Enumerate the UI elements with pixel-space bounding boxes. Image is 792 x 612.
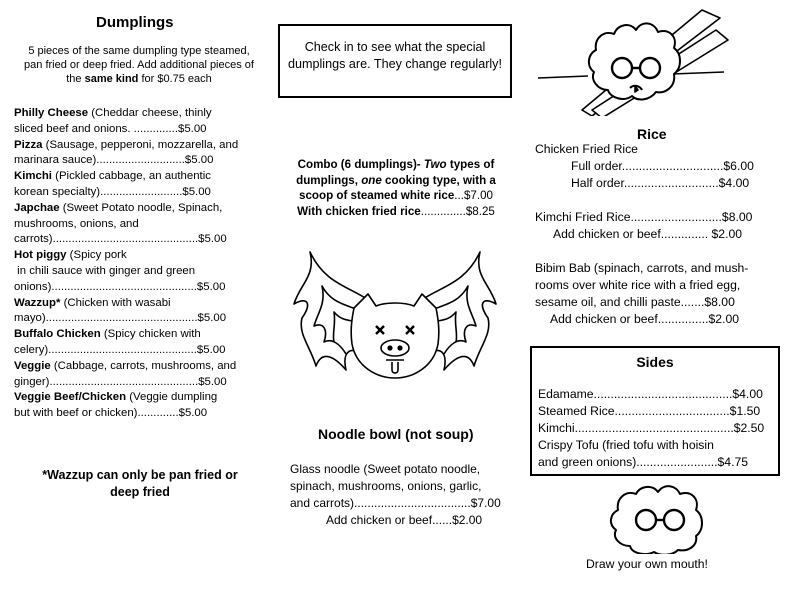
dumpling-veggie-beef-price: but with beef or chicken).............$5.00 <box>14 407 208 420</box>
item-desc: (Sweet Potato noodle, Spinach, <box>59 201 223 214</box>
combo-line-2 <box>282 173 510 189</box>
item-desc: (Sausage, pepperoni, mozzarella, and <box>42 138 239 151</box>
rice-bibimbab-line-2: rooms over white rice with a fried egg, <box>535 278 741 292</box>
side-steamed-rice: Steamed Rice..................................$1.50 <box>538 404 761 418</box>
item-name: Pizza <box>14 138 43 151</box>
combo-l3-price: ...$7.00 <box>454 189 493 202</box>
dumpling-veggie-beef <box>14 390 269 406</box>
item-desc: (Chicken with wasabi <box>60 296 171 309</box>
rice-bibimbab-add: Add chicken or beef...............$2.00 <box>550 312 740 326</box>
combo-l4: With chicken fried rice <box>297 204 421 218</box>
combo-l3: scoop of steamed white rice <box>299 189 455 202</box>
combo-l1-rest: types of <box>446 158 495 171</box>
footnote-line-2: deep fried <box>110 485 170 499</box>
item-desc: (Cheddar cheese, thinly <box>88 107 212 119</box>
combo-line-3 <box>282 188 510 204</box>
dumpling-kimchi-price: korean specialty)..........................$5.00 <box>14 185 211 198</box>
side-edamame: Edamame.........................................$4.00 <box>538 387 763 401</box>
combo-line-1 <box>282 157 510 173</box>
dumpling-philly <box>14 106 269 122</box>
item-name: Veggie <box>14 359 51 372</box>
dumplings-title: Dumplings <box>96 14 174 31</box>
item-desc: (Spicy chicken with <box>100 328 201 341</box>
item-name: Veggie Beef/Chicken <box>14 391 127 404</box>
rice-cfr: Chicken Fried Rice <box>535 142 638 156</box>
item-desc: (Spicy pork <box>66 249 127 262</box>
dumpling-veggie <box>14 359 269 375</box>
dumpling-japchae-line2: mushrooms, onions, and <box>14 217 139 230</box>
item-name: Japchae <box>14 201 60 214</box>
dumpling-philly-price: sliced beef and onions. ..............$5.00 <box>14 122 207 135</box>
item-name: Philly Cheese <box>14 107 89 119</box>
item-name: Kimchi <box>14 170 52 183</box>
combo-l1-italic: Two <box>423 158 447 171</box>
dumpling-mascot-illustration <box>534 6 734 116</box>
draw-caption: Draw your own mouth! <box>586 557 708 571</box>
pig-head-icon <box>351 294 439 378</box>
side-kimchi: Kimchi...............................................$2.50 <box>538 421 765 435</box>
rice-title: Rice <box>637 126 667 142</box>
special-box <box>278 24 512 98</box>
item-name: Hot piggy <box>14 249 67 262</box>
special-line-1: Check in to see what the special <box>304 40 486 54</box>
intro-bold: same kind <box>84 73 139 85</box>
rice-half-order: Half order............................$4.00 <box>571 176 750 190</box>
dumpling-buffalo <box>14 327 269 343</box>
side-crispy-tofu: Crispy Tofu (fried tofu with hoisin <box>538 438 714 452</box>
rice-bibimbab-line-1: Bibim Bab (spinach, carrots, and mush- <box>535 261 749 275</box>
combo-l1: Combo (6 dumplings)- <box>297 158 424 171</box>
dumpling-pizza-price: marinara sauce)............................$5.00 <box>14 154 214 167</box>
combo-line-4 <box>282 204 510 220</box>
noodle-line-2: spinach, mushrooms, onions, garlic, <box>290 479 482 493</box>
sides-list <box>538 386 774 471</box>
item-desc: (Cabbage, carrots, mushrooms, and <box>50 359 237 372</box>
noodle-line-4: Add chicken or beef......$2.00 <box>326 513 483 527</box>
rice-full-order: Full order..............................$6.00 <box>571 159 754 173</box>
dumpling-kimchi <box>14 169 269 185</box>
dumpling-wazzup <box>14 296 269 312</box>
blank-dumpling-illustration <box>604 484 714 554</box>
combo-l2a: dumplings, <box>296 173 362 187</box>
noodle-block <box>290 461 510 529</box>
rice-block <box>535 141 775 328</box>
noodle-title: Noodle bowl (not soup) <box>318 426 474 442</box>
side-crispy-tofu-price: and green onions)........................$4.75 <box>538 455 749 469</box>
intro-line-1: 5 pieces of the same dumpling type steamed, <box>28 45 250 57</box>
dumpling-buffalo-price: celery)...............................................$5.00 <box>14 343 226 356</box>
dumplings-intro <box>14 44 264 86</box>
pig-mascot-illustration <box>288 246 502 396</box>
rice-kimchi: Kimchi Fried Rice...........................$8.00 <box>535 210 753 224</box>
intro-line-2: pan fried or deep fried. Add additional pieces of <box>24 59 254 71</box>
dumpling-veggie-price: ginger)...............................................$5.00 <box>14 375 227 388</box>
dumpling-hot-piggy-price: onions)..............................................$5.00 <box>14 280 226 293</box>
sides-title: Sides <box>636 354 674 370</box>
footnote-line-1: *Wazzup can only be pan fried or <box>42 468 238 482</box>
item-name: Wazzup* <box>14 296 61 309</box>
intro-post: for $0.75 each <box>138 73 212 85</box>
dumpling-japchae-price: carrots)..............................................$5.00 <box>14 233 227 246</box>
sides-box <box>530 346 780 476</box>
rice-bibimbab-line-3: sesame oil, and chilli paste.......$8.00 <box>535 295 735 309</box>
dumpling-hot-piggy <box>14 248 269 264</box>
rice-kimchi-add: Add chicken or beef.............. $2.00 <box>553 227 743 241</box>
dumpling-japchae <box>14 201 269 217</box>
item-desc: (Veggie dumpling <box>126 391 218 404</box>
combo-l2-italic: one <box>361 173 382 187</box>
dumpling-list <box>14 106 269 422</box>
intro-pre: the <box>66 73 85 85</box>
combo-l4-price: ..............$8.25 <box>420 204 495 218</box>
special-line-2: dumplings are. They change regularly! <box>288 57 502 71</box>
dumpling-hot-piggy-line2: in chili sauce with ginger and green <box>14 264 196 277</box>
item-name: Buffalo Chicken <box>14 328 101 341</box>
dumpling-wazzup-price: mayo)................................................$5.00 <box>14 312 227 325</box>
wazzup-footnote <box>20 467 260 501</box>
noodle-line-1: Glass noodle (Sweet potato noodle, <box>290 462 481 476</box>
item-desc: (Pickled cabbage, an authentic <box>51 170 211 183</box>
dumpling-pizza <box>14 138 269 154</box>
noodle-line-3: and carrots)...................................$7.00 <box>290 496 501 510</box>
combo-block <box>282 157 510 219</box>
combo-l2b: cooking type, with a <box>381 173 496 187</box>
intro-line-3 <box>14 72 264 86</box>
